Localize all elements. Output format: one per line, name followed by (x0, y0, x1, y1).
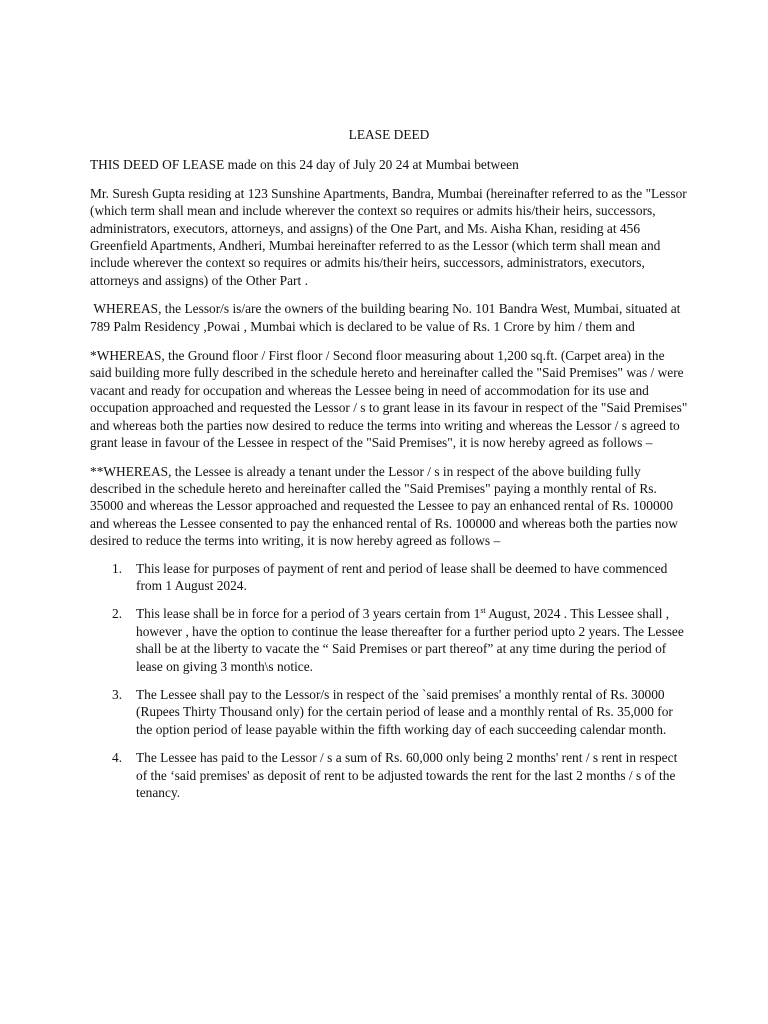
document-title: LEASE DEED (348, 127, 430, 142)
whereas-ownership-paragraph: WHEREAS, the Lessor/s is/are the owners of the building bearing No. 101 Bandra West, Mumbai, situated at 789 Palm Residency ,Powai , Mumbai which is declared to be value of Rs. 1 Crore by him / them and (90, 301, 688, 334)
clause-item (90, 605, 688, 675)
clause-number: 4. (112, 750, 123, 766)
whereas-existing-tenant-paragraph: **WHEREAS, the Lessee is already a tenant under the Lessor / s in respect of the above building fully described in the schedule hereto and hereinafter called the "Said Premises" paying a monthly rental of Rs. 35000 and whereas the Lessor approached and requested the Lessee to pay an enhanced rental of Rs. 100000 and whereas the Lessee consented to pay the enhanced rental of Rs. 100000 and whereas both the parties now desired to reduce the terms into writing, it is now hereby agreed as follows – (90, 463, 678, 549)
clauses-list (90, 560, 688, 802)
document-page (90, 126, 688, 812)
clause-number: 3. (112, 686, 123, 702)
clause-number: 2. (112, 606, 123, 622)
clause-item (90, 749, 688, 801)
deed-intro: THIS DEED OF LEASE made on this 24 day of July 20 24 at Mumbai between (90, 157, 519, 173)
clause-text: This lease for purposes of payment of rent and period of lease shall be deemed to have commenced from 1 August 2024. (136, 560, 668, 593)
clause-text-end: August, 2024 . This Lessee shall , however , have the option to continue the lease thereafter for a further period upto 2 years. The Lessee shall be at the liberty to vacate the “ Said Premises or part thereof” at any time during the period of lease on giving 3 month\s notice. (136, 606, 684, 674)
clause-text: The Lessee has paid to the Lessor / s a sum of Rs. 60,000 only being 2 months' rent / s rent in respect of the ‘said premises' as deposit of rent to be adjusted towards the rent for the last 2 months / s of the tenancy. (136, 750, 678, 800)
clause-item (90, 560, 688, 595)
clause-item (90, 686, 688, 738)
clause-text-start: This lease shall be in force for a period of 3 years certain from 1 (136, 606, 481, 622)
ordinal-suffix: st (480, 606, 486, 616)
whereas-vacant-premises-paragraph: *WHEREAS, the Ground floor / First floor / Second floor measuring about 1,200 sq.ft. (Carpet area) in the said building more fully described in the schedule hereto and hereinafter called the "Said Premises" was / were vacant and ready for occupation and whereas the Lessee being in need of accommodation for its use and occupation approached and requested the Lessor / s to grant lease in its favour in respect of the "Said Premises" and whereas both the parties now desired to reduce the terms into writing and whereas the Lessor / s agreed to grant lease in favour of the Lessee in respect of the "Said Premises", it is now hereby agreed as follows – (90, 348, 688, 451)
parties-paragraph: Mr. Suresh Gupta residing at 123 Sunshine Apartments, Bandra, Mumbai (hereinafter referred to as the "Lessor (which term shall mean and include wherever the context so requires or admits his/their heirs, successors, administrators, executors, attorneys, and assigns) of the One Part, and Ms. Aisha Khan, residing at 456 Greenfield Apartments, Andheri, Mumbai hereinafter referred to as the Lessor (which term shall mean and include wherever the context so requires or admits his/their heirs, successors, administrators, executors, attorneys and assigns) of the Other Part . (90, 185, 687, 288)
clause-number: 1. (112, 560, 123, 576)
clause-text: The Lessee shall pay to the Lessor/s in respect of the `said premises' a monthly rental of Rs. 30000 (Rupees Thirty Thousand only) for the certain period of lease and a monthly rental of Rs. 35,000 for the option period of lease payable within the fifth working day of each succeeding calendar month. (136, 686, 673, 737)
